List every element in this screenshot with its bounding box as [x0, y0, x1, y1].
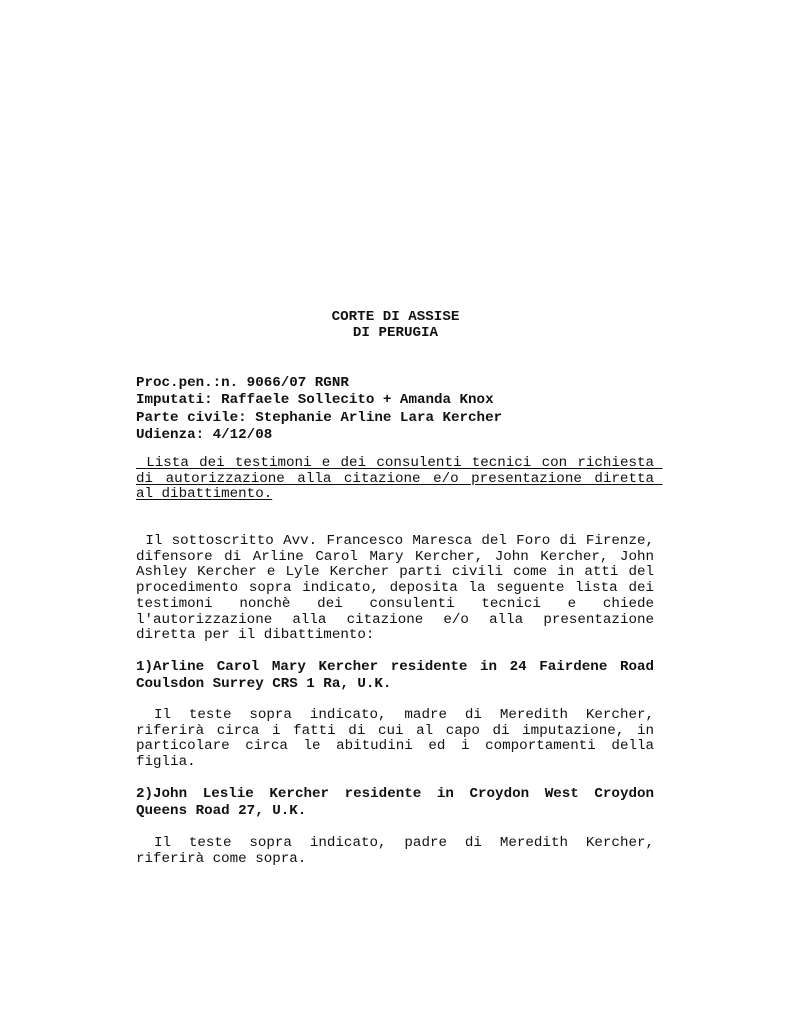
- case-details: [136, 375, 656, 444]
- defendants: Imputati: Raffaele Sollecito + Amanda Knox: [136, 392, 494, 409]
- witness-1-heading: 1)Arline Carol Mary Kercher residente in 24 Fairdene Road Coulsdon Surrey CRS 1 Ra, U.K.: [136, 659, 654, 692]
- court-heading: [0, 310, 791, 341]
- witness-1-description: Il teste sopra indicato, madre di Meredith Kercher, riferirà circa i fatti di cui al capo di imputazione, in particolare circa le abitudini ed i comportamenti della figlia.: [136, 707, 663, 771]
- court-line-2: DI PERUGIA: [352, 324, 439, 341]
- witness-2-description: Il teste sopra indicato, padre di Meredith Kercher, riferirà come sopra.: [136, 835, 663, 867]
- intro-paragraph: Il sottoscritto Avv. Francesco Maresca del Foro di Firenze, difensore di Arline Carol Mary Kercher, John Kercher, John Ashley Kercher e Lyle Kercher parti civili come in atti del procedimento sopra indicato, deposita la seguente lista dei testimoni nonchè dei consulenti tecnici e chiede l'autorizzazione alla citazione e/o alla presentazione diretta per il dibattimento:: [136, 533, 663, 644]
- witness-2-heading: 2)John Leslie Kercher residente in Croydon West Croydon Queens Road 27, U.K.: [136, 786, 654, 819]
- hearing-date: Udienza: 4/12/08: [136, 426, 273, 443]
- case-number: Proc.pen.:n. 9066/07 RGNR: [136, 375, 349, 391]
- court-line-1: CORTE DI ASSISE: [331, 309, 460, 325]
- subject-text: Lista dei testimoni e dei consulenti tecnici con richiesta di autorizzazione alla citazione e/o presentazione diretta al dibattimento.: [136, 455, 663, 503]
- document-subject: [136, 455, 663, 503]
- civil-party: Parte civile: Stephanie Arline Lara Kercher: [136, 409, 503, 426]
